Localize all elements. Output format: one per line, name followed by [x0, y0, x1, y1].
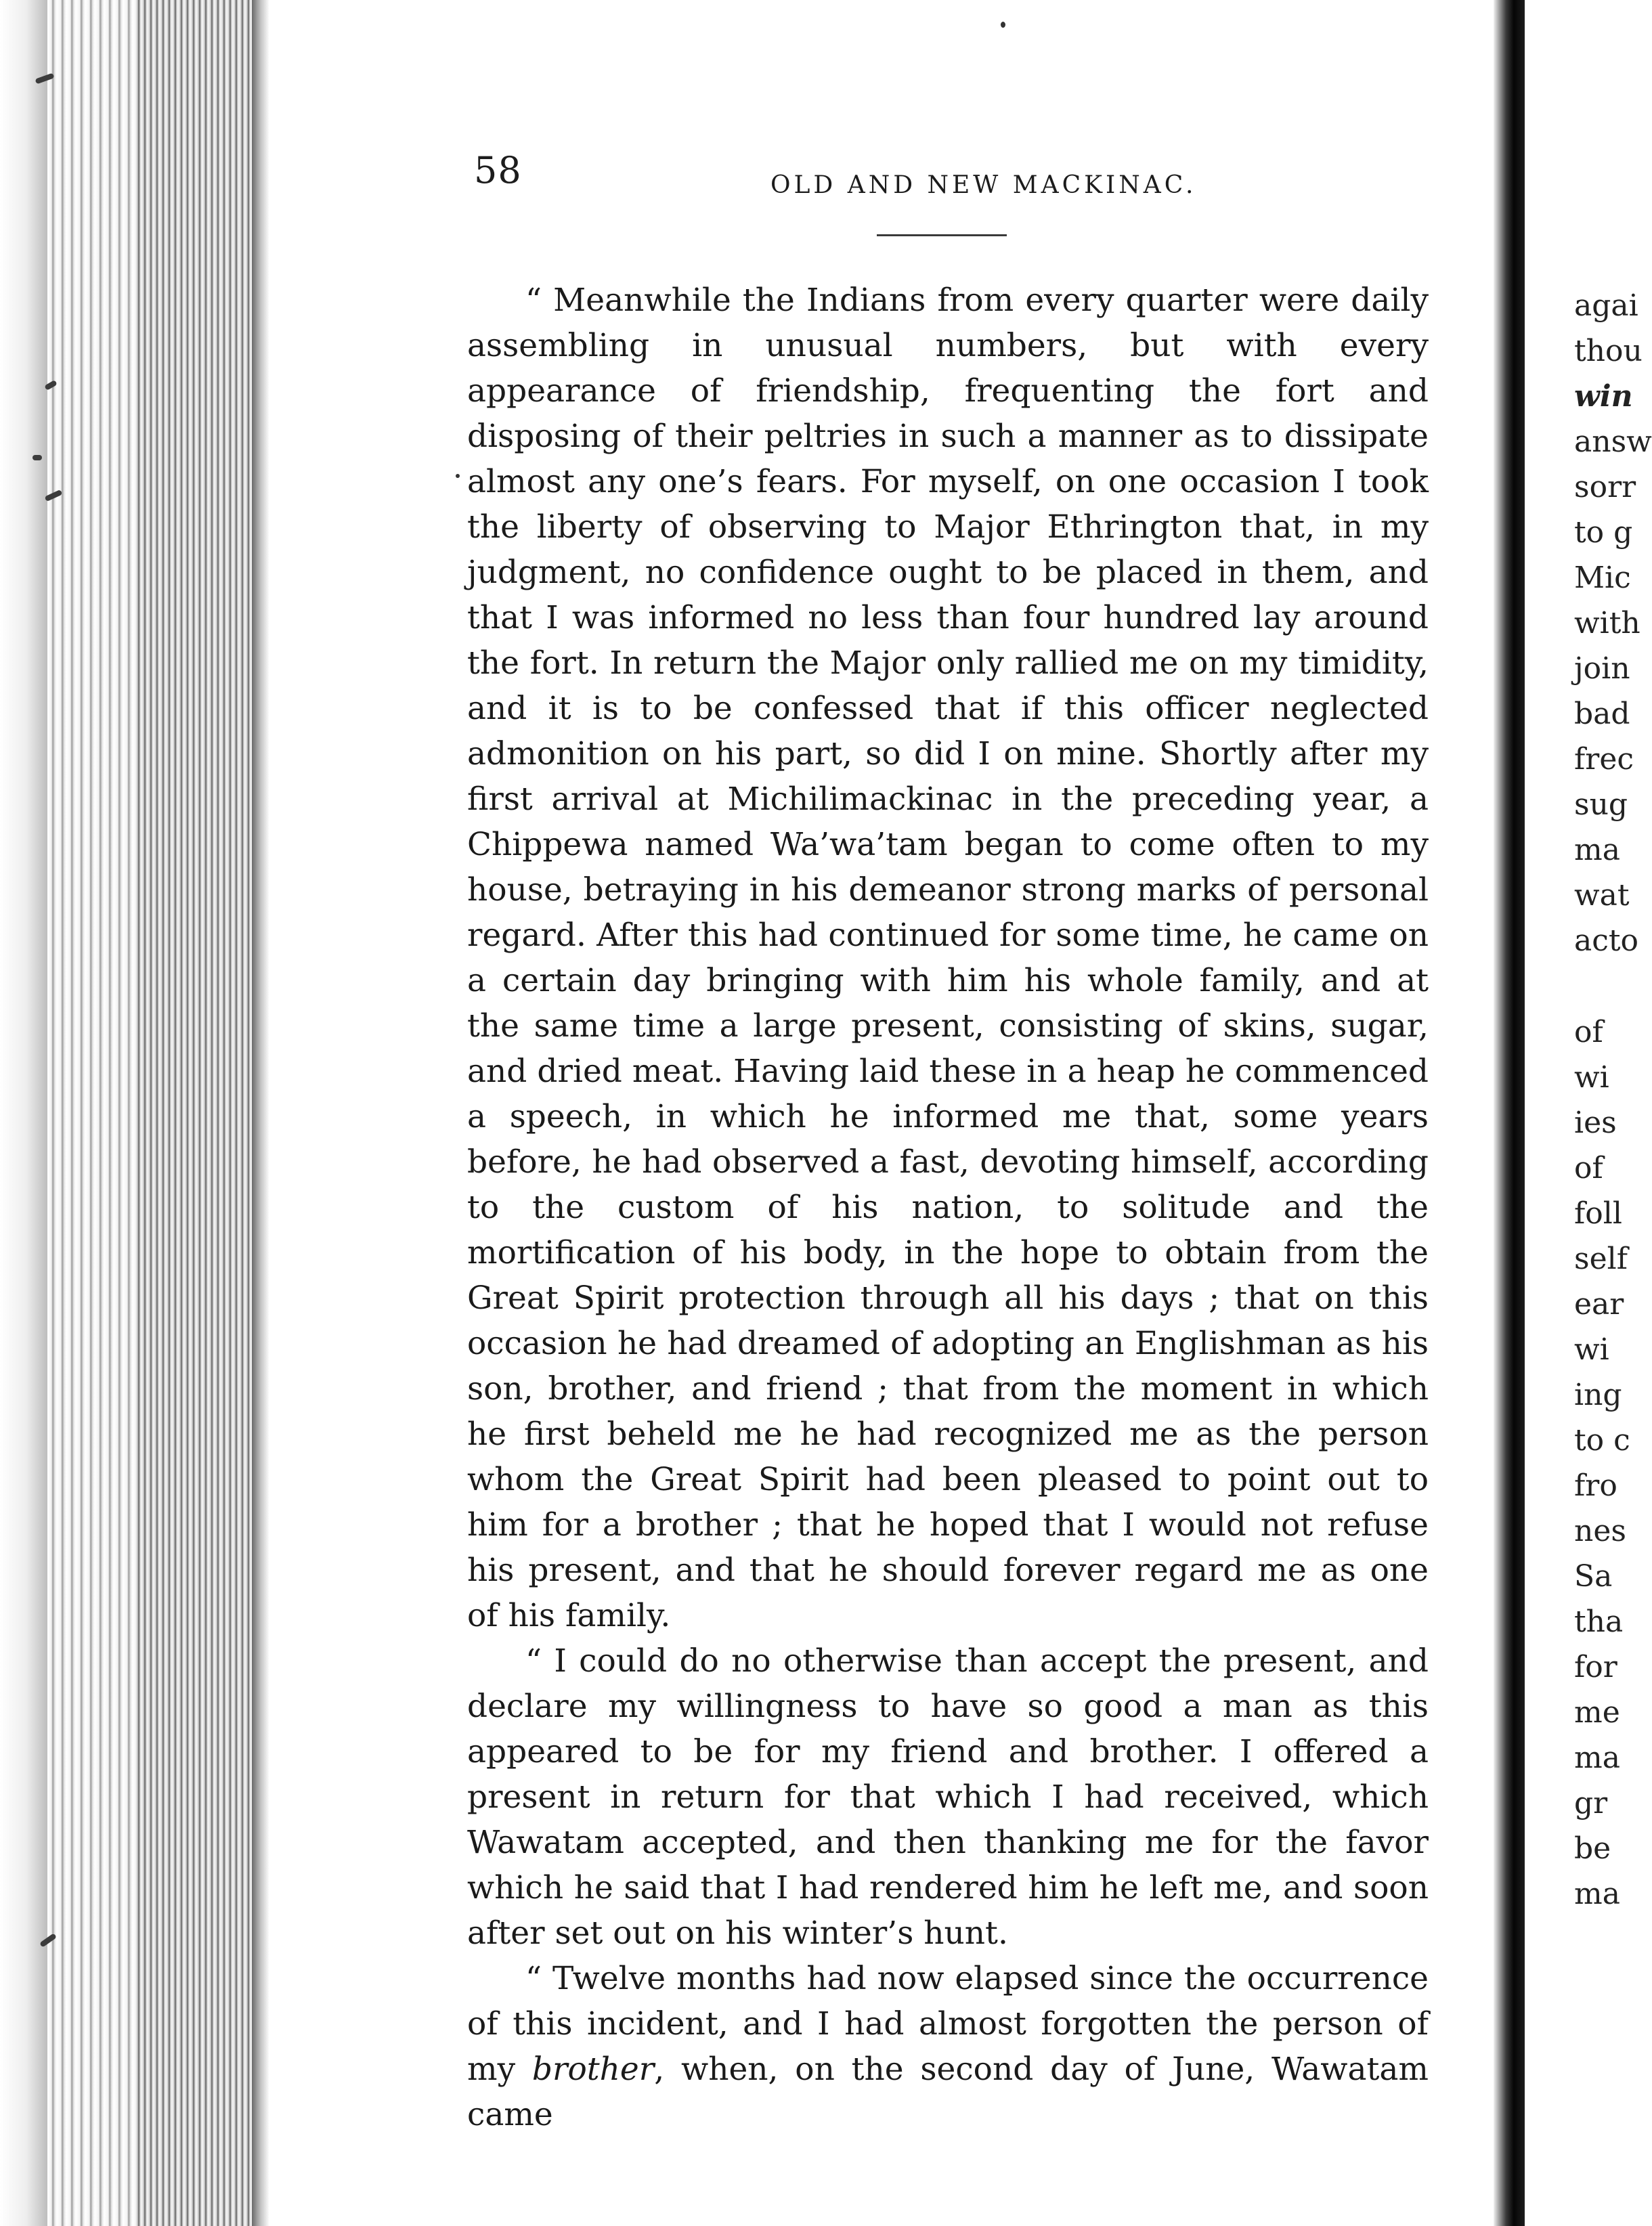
italic-brother: brother	[531, 2051, 655, 2088]
paragraph-text-end: , when, on the second day of June, Wawatam came	[467, 2051, 1429, 2133]
next-page-line: ma	[1574, 1741, 1620, 1775]
next-page-line: frec	[1574, 742, 1634, 777]
next-page-line: of	[1574, 1151, 1603, 1185]
next-page-line: ies	[1574, 1106, 1617, 1140]
next-page-line: answ	[1574, 424, 1652, 459]
next-page-line: self	[1574, 1242, 1628, 1276]
next-page-line: wi	[1574, 1060, 1609, 1095]
next-page-line: foll	[1574, 1196, 1622, 1231]
next-page-line: be	[1574, 1831, 1611, 1866]
next-page-line: nes	[1574, 1514, 1626, 1548]
next-page-line: to g	[1574, 515, 1633, 550]
next-page-line: Mic	[1574, 561, 1631, 595]
next-page-line: ma	[1574, 833, 1620, 867]
next-page-line: gr	[1574, 1786, 1608, 1820]
next-page-line: of	[1574, 1015, 1603, 1049]
next-page-text	[1574, 283, 1652, 1917]
next-page-line: ear	[1574, 1287, 1624, 1322]
page-number: 58	[474, 149, 522, 192]
page-header	[474, 142, 1422, 203]
next-page-line: me	[1574, 1695, 1620, 1730]
next-page-line: acto	[1574, 923, 1639, 958]
paragraph-text-start: “ Twelve months had now elapsed since the occurrence of this incident, and I had almost forgotten the person of my	[467, 1960, 1429, 2088]
page-stack-inner-edges	[135, 0, 264, 2226]
next-page-line: agai	[1574, 288, 1638, 323]
page-stack-outer-edge	[0, 0, 47, 2226]
next-page-line: tha	[1574, 1605, 1624, 1639]
next-page-line: wi	[1574, 1332, 1609, 1367]
next-page-line: to c	[1574, 1423, 1630, 1458]
next-page-italic: win	[1574, 379, 1633, 414]
body-text	[467, 278, 1429, 2133]
next-page-line: join	[1574, 651, 1630, 686]
next-page-line: with	[1574, 606, 1640, 640]
next-page-line: fro	[1574, 1468, 1617, 1503]
paragraph-accept-present: “ I could do no otherwise than accept the present, and declare my willingness to have so good a man as this appeared to be for my friend and brother. I offered a present in return for that which I had received, which Wawatam accepted, and then thanking me for the favor which he said that I had rendered him he left me, and soon after set out on his winter’s hunt.	[467, 1642, 1429, 1952]
next-page-line: ing	[1574, 1378, 1622, 1412]
edge-mark	[32, 455, 42, 460]
next-page-line: bad	[1574, 697, 1630, 731]
next-page-line: ma	[1574, 1877, 1620, 1911]
book-spine	[1494, 0, 1525, 2226]
running-head: OLD AND NEW MACKINAC.	[770, 171, 1197, 199]
ink-speck	[1001, 22, 1005, 28]
ink-speck	[456, 474, 460, 478]
next-page-line: wat	[1574, 878, 1630, 913]
paragraph-twelve-months	[467, 1956, 1429, 2137]
next-page-line: sorr	[1574, 470, 1636, 504]
next-page-line: sug	[1574, 787, 1628, 822]
header-rule	[877, 234, 1007, 236]
next-page-line: for	[1574, 1650, 1617, 1684]
next-page-line	[1574, 374, 1635, 419]
left-gutter-shadow	[252, 0, 269, 2226]
paragraph-meanwhile: “ Meanwhile the Indians from every quarter were daily assembling in unusual numbers, but with every appearance of friendship, frequenting the fort and disposing of their peltries in such a manner as to dissipate almost any one’s fears. For myself, on one occasion I took the liberty of observing to Major Ethrington that, in my judgment, no confidence ought to be placed in them, and that I was informed no less than four hundred lay around the fort. In return the Major only rallied me on my timidity, and it is to be confessed that if this officer neglected admonition on his part, so did I on mine. Shortly after my first arrival at Michilimackinac in the preceding year, a Chippewa named Wa’wa’tam began to come often to my house, betraying in his demeanor strong marks of personal regard. After this had continued for some time, he came on a certain day bringing with him his whole family, and at the same time a large present, consisting of skins, sugar, and dried meat. Having laid these in a heap he commenced a speech, in which he informed me that, some years before, he had observed a fast, devoting himself, according to the custom of his nation, to solitude and the mortification of his body, in the hope to obtain from the Great Spirit protection through all his days ; that on this occasion he had dreamed of adopting an Englishman as his son, brother, and friend ; that from the moment in which he first beheld me he had recognized me as the person whom the Great Spirit had been pleased to point out to him for a brother ; that he hoped that I would not refuse his present, and that he should forever regard me as one of his family.	[467, 282, 1429, 1634]
next-page-line: thou	[1574, 334, 1643, 368]
next-page-line: Sa	[1574, 1559, 1613, 1594]
